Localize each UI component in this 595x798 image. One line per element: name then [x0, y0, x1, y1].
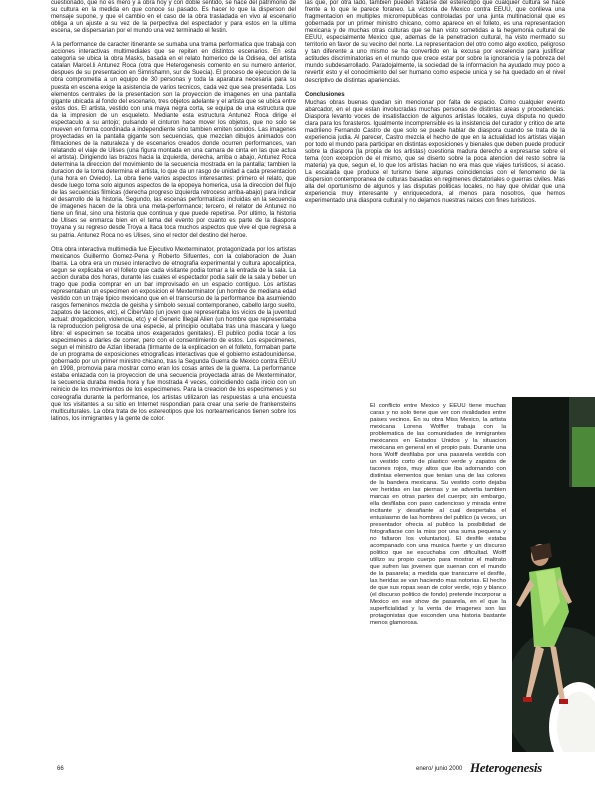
page-number: 66	[57, 766, 64, 772]
left-paragraph-3: Otra obra interactiva multimedia fue Ejecutivo Mexterminator, protagonizada por los artistas mexicanos Guillermo Gomez-Pena y Roberto Sifuentes, con la colaboracion de Juan Ibarra. La obra era un museo interactivo de etnografia experimental y cultura apocaliptica, segun se explicaba en el folleto que cada visitante podia tomar a la entrada de la sala. La accion duraba dos horas, durante las cuales el espectador podia salir de la sala y beber un trago que podia comprar en un bar improvisado en un espacio contiguo. Los artistas representaban un especimen en exposicion el Mexterminator (un hombre de mediana edad vestido con un traje tipico mexicano que en el transcurso de la performance iba asumiendo rasgos femeninos mezcla de geisha y simbolo sexual contemporaneo, cabello largo suelto, zapatos de tacones, etc), el CiberVato (un joven que representaba los vicios de la juventud actual: drogadiccion, violencia, etc) y el Generic Illegal Alien (un hombre que representaba la reproduccion peligrosa de una especie, al principio ocultaba tras una mascara y luego libre: el especimen se tocaba unos exagerados genitales). El publico podia tocar a los especimenes a darles de comer, pero con el consentimiento de estos. Los especimenes, segun el ministro de Azlan liberada (tirmante de la explicacion en el folleto, formaban parte de un programa de exposiciones etnograficas interactivas que el gobierno estadounidense, gobernado por un primer ministro chicano, tras la Segunda Guerra de Mexico contra EEUU en 1998, promovia para mostrar como eran los cosas antes de la guerra. La performance estaba enlazada con la proyeccion de una secuencia proyectada atras de Mexterminator, la secuencia duraba media hora y fue mostrada 4 veces, coincidiendo cada inicio con un reinicio de los movimientos de los especimenes. Para la creacion de los especimenes y su coreografia durante la performance, los artistas utilizaron las respuestas a una encuesta que los visitantes a su sitio en Internet respondian para crear una serie de frankensteins multiculturales. La obra trata de los estereotipos que los norteamericanos tienen sobre los latinos, los inmigrantes y la gente de color.	[51, 246, 296, 422]
bottom-text-column	[370, 403, 506, 634]
brand-logo: Heterogenesis	[470, 760, 542, 775]
right-paragraph-2: Muchas obras buenas quedan sin mencionar por falta de espacio. Como cualquier evento abarcador, en el que estan involucradas muchas personas de distintas areas y procedencias. Diaspora levanto voces de insatisfaccion de algunos artistas locales, cuya disputa no quedo clara para los forasteros. Igualmente incomprensible es la insistencia del curador y critico de arte madrileno Fernando Castro de que solo se puede hablar de diaspora cuando se trata de la experiencia judia. Al parecer, Castro mezcla el hecho de que en la actualidad los artistas viajan por todo el mundo para participar en distintas exposiciones y bienales que deben puede producir sobre la diaspora (la propia de los artistas) cuestiona madura derecho a expresarse sobre el tema (con excepcion de el mismo, que se diserto sobre la poca atencion del resto sobre la materia) ya que, segun el, lo que los artistas hacian no era mas que viajes turisticos, si acaso. La escalada que produce el turismo tiene algunas coincidencias con el fenomeno de la dispersion contemporanea de culturas basadas en regimenes dictatoriales o guerras civiles. Mas alla del oportunismo de algunos y las disputas politicas locales, no hay que olvidar que una experiencia muy interesante y enriquecedora, al menos para nosotros, que hemos experimentado una diaspora cultural y no dejamos nuestras raices con fines turisticos.	[305, 99, 565, 205]
page-footer	[0, 760, 595, 780]
left-paragraph-2: A la performance de caracter itinerante se sumaba una trama performatica que trabaja con acciones interactivas multimediales que se repiten en distintos escenarios. En esta categoria se ubica la obra Masks, basada en el relato homerico de la Odisea, del artista catalan Marcel.li Antunez Roca (otra que Heterogenesis comento en su numero anterior, despues de su presentacion en Simrishamn, sur de Suecia). El proceso de ejecucion de la obra comprometia a un equipo de 30 personas y toda la aparatura necesaria para su puesta en escena exige la asistencia de varios tecnicos, cada vez que sea presentada. Los elementos centrales de la presentacion son la proyeccion de imagenes en una pantalla gigante ubicada al fondo del escenario, tres objetos adelante y el artista que se ubica entre estos dos. El artista, vestido con una maya negra corta, se equipa de una estructura que da la impresion de un esqueleto. Mediante esta estructura Antunez Roca dirige el espectaculo a su antojo; pulsando el cinturon hace mover los objetos, que no solo se mueven en forma coordinada a independiente sino tambien emiten sonidos. Las imagenes proyectadas en la pantalla gigante son secuencias, que mezclan dibujos animados con filmaciones de la naturaleza y de escenarios creados donde ocurren performances, van relatando el viaje de Ulises (una figura montada en una camara de cinta en las que actua el artista). Dirigiendo las brazos hacia la izquierda, derecha, arriba o abajo, Antunez Roca determina la direccion del movimiento de la secuencia mostrada en la pantalla; tambien la duracion de la toma determina el artista, lo que da un rasgo de unidad a cada presentacion (una hora en Oviedo). La obra tiene varios aspectos interesantes: primero el relato, que desde luego toma solo algunos aspectos de la epopeya homerica, usa la direccion del flujo de las secuencias filmicas (derecha progreso izquierda retroceso arriba-abajo) para indicar el desarrollo de la historia. Segundo, las escenas performaticas incluidas en la secuencia de imagenes hacen de la obra una meta-performance; tercero, el relator de Antunez no tiene un final, sino una historia que continua y que puede repetirse. Por ultimo, la historia de Ulises se enmarca bien en el tema del evento por cuanto es parte de la diaspora troyana y su regreso desde Troya a Itaca toca muchos aspectos que vive el que regresa a su patria. Antunez Roca no es Ulises, sino el rector del destino del heroe.	[51, 42, 296, 239]
left-text-column	[51, 0, 296, 430]
right-paragraph-1: las que, por otra lado, tambien pueden tratarse del estereotipo que cualquier cultura se hace frente a lo que le parece foraneo. La victoria de Mexico contra EEUU, que conlleva una fragmentacion en multiples microrrepublicas controladas por una junta multinacional que es gobernada por un primer ministro chicano, como aparece en el folleto, es una representacion mexicana y de muchas otras culturas que se han visto sometidas a la hegemonia cultural de EEUU, especialmente Mexico que, ademas de la penetracion cultural, ha visto mermado su territorio en favor de su vecino del norte. La representacion del otro como algo exotico, peligroso y tan diferente a uno mismo se ha convertido en la excusa por excelencia para justificar actitudes discriminatorias en el mundo que crece estar por sobre la ignorancia y la pobreza del mundo subdesarrollado. Paradojalmente, la sociedad de la informacion ha ayudado muy poco a revertir esto y el conocimiento del ser humano como especie unica y se ha quedado en el nivel descriptivo de distintas apariencias.	[305, 0, 565, 84]
conclusions-heading: Conclusiones	[305, 91, 345, 98]
right-text-column	[305, 0, 565, 212]
left-paragraph-1: cuestionado, que no es mero y a obra hoy y con doble sentido, se hace del patrimonio de su cultura en la medida en que conoce su pasado. Es hacer lo que la disperson del mensaje supone, y que el cambio en el caso de la obra trasladada en vivo al escenario obliga a un ajuste a su vez de la perpectiva del espectador y para estos en la ultima escena, se dispersarian por el mundo una vez terminado el festin.	[51, 0, 296, 35]
issue-label: enero/ junio 2000	[416, 766, 463, 772]
bottom-paragraph: El conflicto entre Mexico y EEUU tiene muchas caras y no solo tiene que ver con rivalidades entre paises vecinos. En su obra Miss Mexico, la artista mexicana Lorena Wolffer trabaja con la problematica de las comunidades de inmigrantes mexicanos en Estados Unidos y la situacion mexicana en general en el propio pais. Durante una hora Wolff desfilaba por una pasarela vestida con un vestido corto de plastico verde y zapatos de tacones rojos, muy altos que iba adornando con distintas elementos que tenian una de las colores de la bandera mexicana. Su vestido corto dejaba ver heridas en las piernas y se advertia tambien marcas en otras partes del cuerpo; sin embargo, ella desfilaba con paso cadencioso y mirada entre incitante y desafiante al cual despertaba el entusiasmo de las hombres del publico (a veces, un presentador ofrecia al publico la posibilidad de fotografiarse con la miss por una suma pequena y no faltaron los voluntarios). El desfile estaba acompanado con una musica fuerte y un discurso politico que se escuchaba con dificultad. Wolff utilizo su propio cuerpo para mostrar el maltrato que sufren las jovenes que suenan con el mundo de la pasarela; a medida que transcurre el desfile, las heridas se van haciendo mas notorias. El hecho de que sus ropas sean de color verde, rojo y blanco (el discurso politico de fondo) pretende incorporar a Mexico en ese show de pasarela, en el que la superficialidad y la venta de imagenes son las protagonistas que esconden una historia bastante menos glamorosa.	[370, 403, 506, 626]
